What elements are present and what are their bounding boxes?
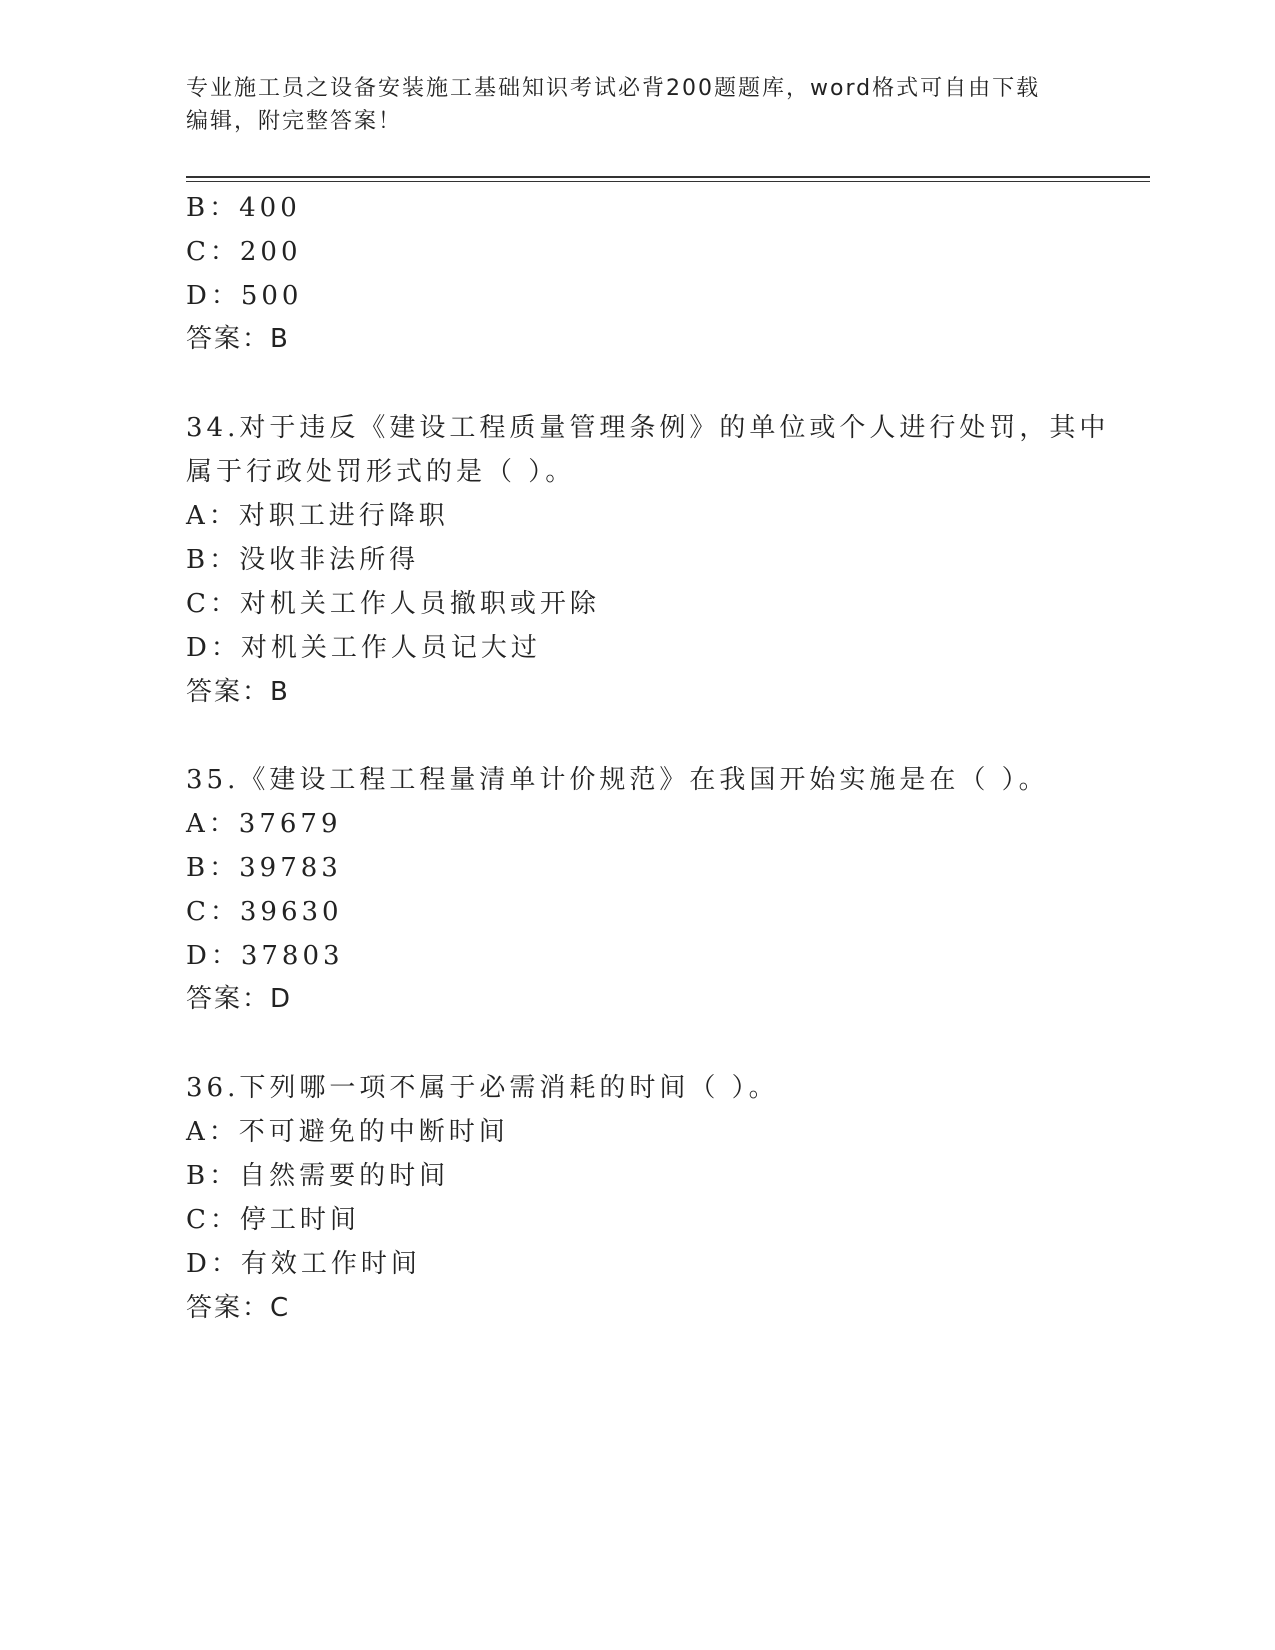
option-c: C：200 bbox=[186, 237, 302, 267]
question-stem-34: 34.对于违反《建设工程质量管理条例》的单位或个人进行处罚，其中 bbox=[186, 413, 1110, 443]
question-stem-36: 36.下列哪一项不属于必需消耗的时间（ ）。 bbox=[186, 1073, 779, 1103]
document-header bbox=[186, 72, 1086, 138]
header-divider-thin bbox=[186, 181, 1150, 182]
option-d: D：有效工作时间 bbox=[186, 1249, 421, 1279]
option-b: B：自然需要的时间 bbox=[186, 1161, 450, 1191]
header-title-line-1: 专业施工员之设备安装施工基础知识考试必背200题题库，word格式可自由下载 bbox=[186, 76, 1041, 101]
answer: 答案：B bbox=[186, 324, 290, 354]
option-d: D：37803 bbox=[186, 941, 344, 971]
option-c: C：对机关工作人员撤职或开除 bbox=[186, 589, 600, 619]
option-a: A：不可避免的中断时间 bbox=[186, 1117, 509, 1147]
header-divider-thick bbox=[186, 176, 1150, 178]
option-d: D：对机关工作人员记大过 bbox=[186, 633, 541, 663]
option-a: A：37679 bbox=[186, 809, 342, 839]
question-stem-35: 35.《建设工程工程量清单计价规范》在我国开始实施是在（ ）。 bbox=[186, 765, 1049, 795]
option-b: B：39783 bbox=[186, 853, 342, 883]
option-b: B：没收非法所得 bbox=[186, 545, 420, 575]
answer: 答案：D bbox=[186, 984, 293, 1014]
question-stem-34-cont: 属于行政处罚形式的是（ ）。 bbox=[186, 457, 576, 487]
option-d: D：500 bbox=[186, 281, 303, 311]
option-c: C：停工时间 bbox=[186, 1205, 360, 1235]
option-c: C：39630 bbox=[186, 897, 343, 927]
answer: 答案：C bbox=[186, 1293, 291, 1323]
header-title-line-2: 编辑，附完整答案！ bbox=[186, 109, 403, 134]
option-b: B：400 bbox=[186, 193, 301, 223]
option-a: A：对职工进行降职 bbox=[186, 501, 449, 531]
answer: 答案：B bbox=[186, 677, 290, 707]
